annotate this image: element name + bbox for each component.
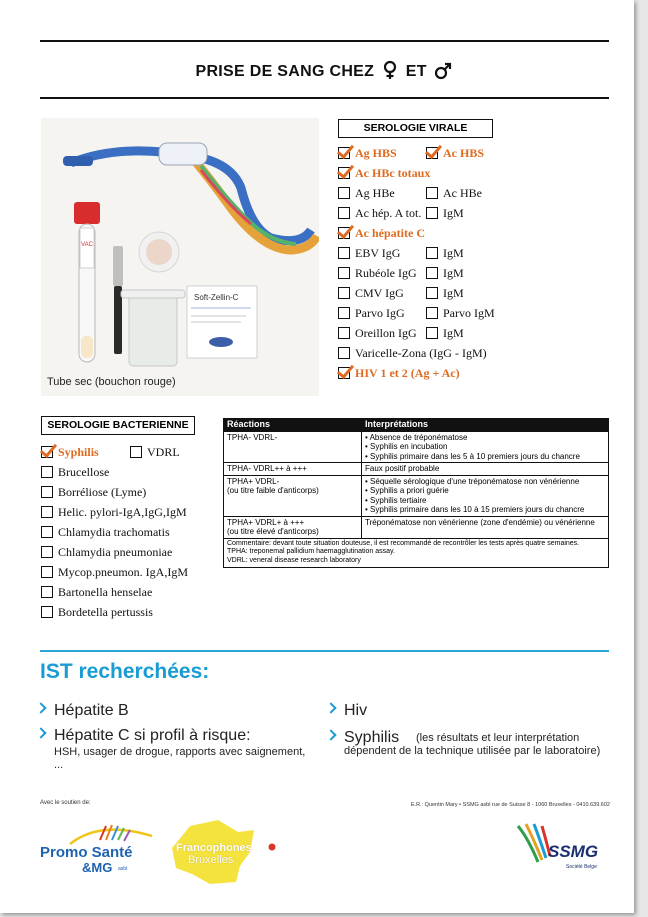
promo-sante-logo bbox=[40, 820, 160, 880]
checkbox-bordetella[interactable]: Bordetella pertussis bbox=[41, 605, 153, 619]
list-item: • Syphilis a priori guérie bbox=[365, 486, 605, 496]
reaction-cell: TPHA- VDRL- bbox=[224, 431, 362, 463]
checkbox-chlamydia-trachomatis[interactable]: Chlamydia trachomatis bbox=[41, 525, 170, 539]
checkbox-hep-a-igm[interactable]: IgM bbox=[426, 206, 464, 220]
ist-hepatite-b: Hépatite B bbox=[40, 702, 129, 720]
checkbox-box[interactable] bbox=[41, 446, 53, 458]
checkbox-varicelle-zona[interactable]: Varicelle-Zona (IgG - IgM) bbox=[338, 346, 487, 360]
checkbox-ac-hbc-totaux[interactable]: Ac HBc totaux bbox=[338, 166, 430, 180]
ssmg-logo bbox=[510, 820, 610, 880]
checkbox-cmv-igm[interactable]: IgM bbox=[426, 286, 464, 300]
interpretation-cell: Faux positif probable bbox=[362, 463, 609, 476]
ist-hepatite-c: Hépatite C si profil à risque: bbox=[40, 727, 251, 745]
checkbox-vdrl[interactable]: VDRL bbox=[130, 445, 180, 459]
checkbox-box[interactable] bbox=[338, 187, 350, 199]
chevron-right-icon bbox=[330, 730, 336, 742]
franco-line2: Bruxelles bbox=[188, 854, 234, 866]
checkbox-ac-hepatite-c[interactable]: Ac hépatite C bbox=[338, 226, 425, 240]
column-header-interpretations: Interprétations bbox=[362, 419, 609, 432]
blood-collection-photo bbox=[41, 118, 319, 396]
list-item: • Syphilis tertiaire bbox=[365, 496, 605, 506]
franco-line1: Francophones bbox=[176, 842, 252, 854]
checkbox-box[interactable] bbox=[426, 267, 438, 279]
list-item: • Séquelle sérologique d'une tréponématose non vénérienne bbox=[365, 477, 605, 487]
checkbox-box[interactable] bbox=[41, 566, 53, 578]
promo-asbl: asbl bbox=[118, 866, 128, 872]
checkbox-ac-hep-a-tot[interactable]: Ac hép. A tot. bbox=[338, 206, 421, 220]
promo-line2: &MG bbox=[82, 860, 113, 875]
interpretation-cell bbox=[362, 431, 609, 463]
tube-label: VAC bbox=[81, 242, 93, 248]
female-symbol-icon bbox=[381, 60, 399, 80]
serologie-bacterienne-heading: SEROLOGIE BACTERIENNE bbox=[41, 416, 195, 435]
checkbox-box[interactable] bbox=[426, 207, 438, 219]
checkbox-rubeole-igg[interactable]: Rubéole IgG bbox=[338, 266, 417, 280]
checkbox-box[interactable] bbox=[41, 586, 53, 598]
ist-syphilis-note: (les résultats et leur interprétation dépendent de la technique utilisée par le laboratoire) bbox=[344, 732, 601, 757]
list-item: • Syphilis primaire dans les 10 à 15 premiers jours du chancre bbox=[365, 505, 605, 515]
table-row bbox=[224, 463, 609, 476]
list-item: • Syphilis en incubation bbox=[365, 442, 605, 452]
serologie-virale-heading: SEROLOGIE VIRALE bbox=[338, 119, 493, 138]
table-header-row bbox=[224, 419, 609, 432]
checkbox-box[interactable] bbox=[41, 526, 53, 538]
checkbox-box[interactable] bbox=[426, 307, 438, 319]
checkbox-oreillon-igg[interactable]: Oreillon IgG bbox=[338, 326, 417, 340]
title-bottom-rule bbox=[40, 97, 609, 99]
iris-icon bbox=[267, 842, 277, 852]
checkbox-helic-pylori[interactable]: Helic. pylori-IgA,IgG,IgM bbox=[41, 505, 187, 519]
checkbox-rubeole-igm[interactable]: IgM bbox=[426, 266, 464, 280]
checkbox-mycop-pneumon[interactable]: Mycop.pneumon. IgA,IgM bbox=[41, 565, 188, 579]
table-notes: Commentaire: devant toute situation douteuse, il est recommandé de recontrôler les tests après quatre semaines. TPHA: treponemal pallidium haemagglutination assay. VDRL: veneral disease research laboratory bbox=[224, 538, 609, 568]
blood-kit-illustration bbox=[41, 118, 319, 396]
photo-caption: Tube sec (bouchon rouge) bbox=[47, 376, 176, 388]
checkbox-box[interactable] bbox=[426, 147, 438, 159]
checkbox-ac-hbs[interactable]: Ac HBS bbox=[426, 146, 484, 160]
checkbox-box[interactable] bbox=[426, 187, 438, 199]
ist-hiv: Hiv bbox=[330, 702, 367, 720]
checkbox-parvo-igg[interactable]: Parvo IgG bbox=[338, 306, 405, 320]
checkbox-box[interactable] bbox=[338, 347, 350, 359]
checkbox-box[interactable] bbox=[41, 486, 53, 498]
checkbox-box[interactable] bbox=[41, 466, 53, 478]
table-notes-row bbox=[224, 538, 609, 568]
reaction-cell: TPHA+ VDRL- (ou titre faible d'anticorps) bbox=[224, 475, 362, 516]
checkbox-cmv-igg[interactable]: CMV IgG bbox=[338, 286, 404, 300]
checkbox-box[interactable] bbox=[338, 367, 350, 379]
list-item: • Syphilis primaire dans les 5 à 10 premiers jours du chancre bbox=[365, 452, 605, 462]
ist-hepatite-c-detail: HSH, usager de drogue, rapports avec saignement, ... bbox=[54, 746, 306, 771]
checkbox-parvo-igm[interactable]: Parvo IgM bbox=[426, 306, 495, 320]
checkbox-ac-hbe[interactable]: Ac HBe bbox=[426, 186, 482, 200]
table-row bbox=[224, 475, 609, 516]
checkbox-box[interactable] bbox=[426, 247, 438, 259]
editor-info: E.R.: Quentin Mary • SSMG asbl rue de Suisse 8 - 1060 Bruxelles - 0410.639.602 bbox=[410, 802, 610, 808]
checkbox-box[interactable] bbox=[41, 606, 53, 618]
checkbox-hiv[interactable]: HIV 1 et 2 (Ag + Ac) bbox=[338, 366, 460, 380]
checkbox-ag-hbs[interactable]: Ag HBS bbox=[338, 146, 397, 160]
checkbox-brucellose[interactable]: Brucellose bbox=[41, 465, 109, 479]
ist-syphilis: Syphilis bbox=[330, 729, 399, 747]
checkbox-ebv-igm[interactable]: IgM bbox=[426, 246, 464, 260]
chevron-right-icon bbox=[40, 728, 46, 740]
checkbox-box[interactable] bbox=[338, 247, 350, 259]
checkbox-box[interactable] bbox=[338, 167, 350, 179]
checkbox-box[interactable] bbox=[338, 267, 350, 279]
checkbox-box[interactable] bbox=[338, 307, 350, 319]
checkbox-ag-hbe[interactable]: Ag HBe bbox=[338, 186, 395, 200]
checkbox-box[interactable] bbox=[41, 546, 53, 558]
page-title bbox=[40, 60, 609, 81]
table-row bbox=[224, 431, 609, 463]
reactions-table bbox=[223, 418, 609, 568]
checkbox-box[interactable] bbox=[338, 227, 350, 239]
swab-label: Soft-Zellin-C bbox=[194, 293, 239, 302]
francophones-bruxelles-logo bbox=[170, 818, 280, 888]
reaction-cell: TPHA- VDRL++ à +++ bbox=[224, 463, 362, 476]
table-row bbox=[224, 516, 609, 538]
checkbox-box[interactable] bbox=[338, 207, 350, 219]
checkbox-box[interactable] bbox=[130, 446, 142, 458]
reaction-cell: TPHA+ VDRL+ à +++ (ou titre élevé d'anticorps) bbox=[224, 516, 362, 538]
checkbox-chlamydia-pneumoniae[interactable]: Chlamydia pneumoniae bbox=[41, 545, 172, 559]
chevron-right-icon bbox=[40, 703, 46, 715]
checkbox-box[interactable] bbox=[338, 147, 350, 159]
ssmg-text: SSMG bbox=[548, 842, 599, 861]
checkbox-box[interactable] bbox=[426, 327, 438, 339]
promo-sante-arcs bbox=[40, 820, 160, 846]
ist-title: IST recherchées: bbox=[40, 660, 210, 683]
list-item: • Absence de tréponématose bbox=[365, 433, 605, 443]
column-header-reactions: Réactions bbox=[224, 419, 362, 432]
interpretation-cell: Tréponématose non vénérienne (zone d'endémie) ou vénérienne bbox=[362, 516, 609, 538]
checkbox-borreliose[interactable]: Borréliose (Lyme) bbox=[41, 485, 146, 499]
checkbox-ebv-igg[interactable]: EBV IgG bbox=[338, 246, 400, 260]
top-rule bbox=[40, 40, 609, 42]
checkbox-box[interactable] bbox=[426, 287, 438, 299]
interpretation-cell bbox=[362, 475, 609, 516]
checkbox-box[interactable] bbox=[338, 327, 350, 339]
support-label: Avec le soutien de: bbox=[40, 800, 91, 806]
chevron-right-icon bbox=[330, 703, 336, 715]
ssmg-subtitle: Société Belge bbox=[566, 864, 597, 870]
male-symbol-icon bbox=[434, 60, 452, 80]
ist-divider bbox=[40, 650, 609, 652]
checkbox-syphilis[interactable]: Syphilis bbox=[41, 445, 99, 459]
checkbox-oreillon-igm[interactable]: IgM bbox=[426, 326, 464, 340]
checkbox-box[interactable] bbox=[338, 287, 350, 299]
checkbox-bartonella[interactable]: Bartonella henselae bbox=[41, 585, 152, 599]
title-text: PRISE DE SANG CHEZ bbox=[195, 63, 375, 80]
promo-line1: Promo Santé bbox=[40, 844, 133, 861]
checkbox-box[interactable] bbox=[41, 506, 53, 518]
title-and: ET bbox=[405, 63, 427, 80]
